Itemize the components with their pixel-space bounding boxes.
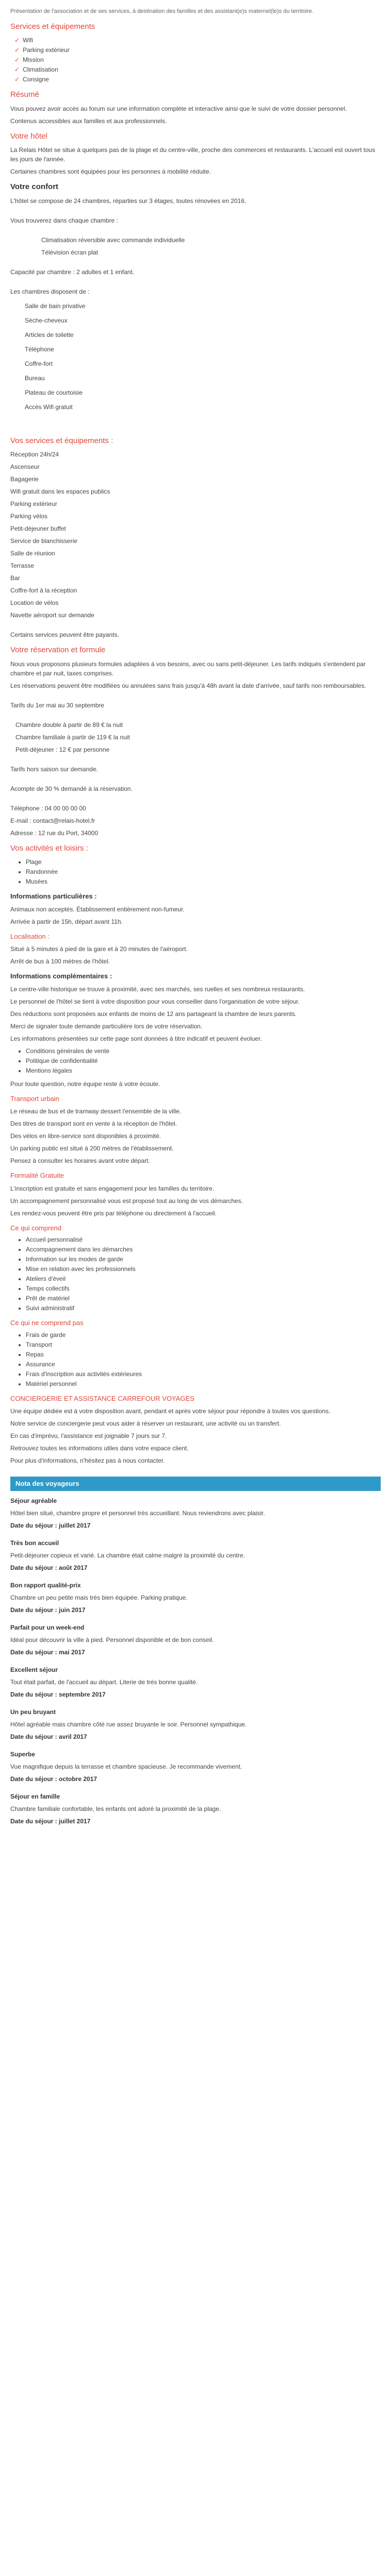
transport-text: Des vélos en libre-service sont disponibles à proximité. bbox=[10, 1132, 161, 1140]
list-item: Parking extérieur bbox=[10, 500, 57, 507]
services-title: Services et équipements bbox=[10, 22, 95, 31]
list-item: ✓ Consigne bbox=[14, 75, 381, 84]
transport-title: Transport urbain bbox=[10, 1094, 59, 1103]
infos2-list bbox=[10, 1046, 381, 1075]
list-item: • Mise en relation avec les professionnels bbox=[26, 1264, 381, 1274]
amenities-list bbox=[10, 301, 381, 412]
news-title: Séjour agréable bbox=[10, 1497, 57, 1504]
list-item bbox=[10, 1496, 381, 1530]
resume-title: Résumé bbox=[10, 90, 39, 99]
infos2-text: Le personnel de l'hôtel se tient à votre disposition pour vous conseiller dans l'organisation de votre séjour. bbox=[10, 997, 300, 1005]
news-title: Excellent séjour bbox=[10, 1666, 58, 1673]
confort-line: Climatisation réversible avec commande individuelle bbox=[41, 236, 185, 244]
reservation-line: Petit-déjeuner : 12 € par personne bbox=[15, 745, 110, 753]
list-item: Salle de réunion bbox=[10, 550, 55, 557]
list-item: • Accompagnement dans les démarches bbox=[26, 1245, 381, 1254]
list-item: Plateau de courtoisie bbox=[25, 388, 83, 396]
conciergerie-title: CONCIERGERIE ET ASSISTANCE CARREFOUR VOYAGES bbox=[10, 1394, 194, 1402]
list-item: • Matériel personnel bbox=[26, 1379, 381, 1388]
formalite-text: L'inscription est gratuite et sans engagement pour les familles du territoire. bbox=[10, 1184, 215, 1192]
news-date: Date du séjour : avril 2017 bbox=[10, 1733, 87, 1740]
list-item bbox=[10, 1623, 381, 1657]
list-item: Bagagerie bbox=[10, 476, 39, 483]
conciergerie-text: Une équipe dédiée est à votre disposition avant, pendant et après votre séjour pour répondre à toutes vos questions. bbox=[10, 1408, 331, 1415]
list-item bbox=[10, 1581, 381, 1615]
conciergerie-text: Retrouvez toutes les informations utiles dans votre espace client. bbox=[10, 1445, 189, 1452]
news-date: Date du séjour : juillet 2017 bbox=[10, 1521, 91, 1529]
confort-line: Télévision écran plat bbox=[41, 248, 99, 256]
list-item: • Frais d'inscription aux activités extérieures bbox=[26, 1369, 381, 1379]
activites-title: Vos activités et loisirs : bbox=[10, 843, 88, 853]
activites-list bbox=[10, 857, 381, 886]
contact-line: Téléphone : 04 00 00 00 00 bbox=[10, 804, 86, 812]
cequi-list bbox=[10, 1235, 381, 1313]
list-item: Coffre-fort bbox=[25, 360, 53, 367]
list-item: Bureau bbox=[25, 374, 45, 382]
reservation-line: Tarifs du 1er mai au 30 septembre bbox=[10, 701, 105, 709]
list-item: • Information sur les modes de garde bbox=[26, 1255, 381, 1264]
list-item: Service de blanchisserie bbox=[10, 537, 78, 545]
intro-text: Présentation de l'association et de ses services, à destination des familles et des assistant(e)s maternel(le)s du territoire. bbox=[10, 8, 314, 14]
news-date: Date du séjour : septembre 2017 bbox=[10, 1690, 106, 1698]
list-item: Sèche-cheveux bbox=[25, 316, 68, 324]
list-item: Parking vélos bbox=[10, 513, 48, 520]
news-date: Date du séjour : août 2017 bbox=[10, 1564, 88, 1571]
list-item bbox=[10, 1538, 381, 1572]
list-item: • Transport bbox=[26, 1340, 381, 1349]
contact-line: Adresse : 12 rue du Port, 34000 bbox=[10, 829, 99, 837]
list-item: Petit-déjeuner buffet bbox=[10, 525, 66, 532]
news-body: Chambre un peu petite mais très bien équipée. Parking pratique. bbox=[10, 1594, 188, 1601]
list-item: ✓ Parking extérieur bbox=[14, 45, 381, 55]
infos2-text: Le centre-ville historique se trouve à proximité, avec ses marchés, ses ruelles et ses nombreux restaurants. bbox=[10, 985, 305, 993]
list-item: Réception 24h/24 bbox=[10, 451, 59, 458]
list-item: • Randonnée bbox=[26, 867, 381, 876]
transport-text: Un parking public est situé à 200 mètres de l'établissement. bbox=[10, 1145, 174, 1152]
transport-text: Le réseau de bus et de tramway dessert l'ensemble de la ville. bbox=[10, 1108, 182, 1115]
confort-text: L'hôtel se compose de 24 chambres, réparties sur 3 étages, toutes rénovées en 2016. bbox=[10, 197, 247, 205]
formalite-text: Un accompagnement personnalisé vous est proposé tout au long de vos démarches. bbox=[10, 1197, 243, 1205]
infos2-text: Des réductions sont proposées aux enfants de moins de 12 ans partageant la chambre de leurs parents. bbox=[10, 1010, 297, 1018]
confort-text: Capacité par chambre : 2 adultes et 1 enfant. bbox=[10, 268, 135, 276]
infos2-text: Les informations présentées sur cette page sont données à titre indicatif et peuvent évoluer. bbox=[10, 1035, 262, 1042]
localisation-text: Arrêt de bus à 100 mètres de l'hôtel. bbox=[10, 958, 110, 965]
list-item: Terrasse bbox=[10, 562, 35, 569]
list-item: Salle de bain privative bbox=[25, 302, 86, 310]
cequi-title: Ce qui comprend bbox=[10, 1224, 61, 1232]
list-item bbox=[10, 1665, 381, 1699]
list-item: ✓ Mission bbox=[14, 55, 381, 64]
conciergerie-text: En cas d'imprévu, l'assistance est joignable 7 jours sur 7. bbox=[10, 1432, 167, 1439]
resume-text: Contenus accessibles aux familles et aux professionnels. bbox=[10, 117, 167, 125]
list-item: • Plage bbox=[26, 857, 381, 867]
reservation-text: Les réservations peuvent être modifiées ou annulées sans frais jusqu'à 48h avant la date d'arrivée, sauf tarifs non remboursables. bbox=[10, 682, 366, 689]
list-item: ✓ Climatisation bbox=[14, 65, 381, 74]
news-date: Date du séjour : juin 2017 bbox=[10, 1606, 86, 1614]
news-title: Très bon accueil bbox=[10, 1539, 59, 1547]
news-date: Date du séjour : juillet 2017 bbox=[10, 1817, 91, 1825]
list-item: ✓ Wifi bbox=[14, 36, 381, 45]
infos2-title: Informations complémentaires : bbox=[10, 972, 112, 980]
list-item: • Accueil personnalisé bbox=[26, 1235, 381, 1244]
formalite-text: Les rendez-vous peuvent être pris par téléphone ou directement à l'accueil. bbox=[10, 1209, 217, 1217]
localisation-title: Localisation : bbox=[10, 932, 50, 940]
reservation-text: Tarifs hors saison sur demande. bbox=[10, 765, 99, 773]
list-item: Coffre-fort à la réception bbox=[10, 587, 77, 594]
transport-text: Pensez à consulter les horaires avant votre départ. bbox=[10, 1157, 150, 1164]
reservation-text: Acompte de 30 % demandé à la réservation. bbox=[10, 785, 133, 792]
reservation-text: Nous vous proposons plusieurs formules adaptées à vos besoins, avec ou sans petit-déjeuner. Les tarifs indiqués s'entendent par chambre et par nuit, taxes comprises. bbox=[10, 660, 366, 677]
reservation-line: Chambre double à partir de 89 € la nuit bbox=[15, 721, 123, 728]
infos2-text: Merci de signaler toute demande particulière lors de votre réservation. bbox=[10, 1022, 203, 1030]
news-body: Tout était parfait, de l'accueil au départ. Literie de très bonne qualité. bbox=[10, 1678, 198, 1686]
list-item: • Temps collectifs bbox=[26, 1284, 381, 1293]
news-body: Hôtel agréable mais chambre côté rue assez bruyante le soir. Personnel sympathique. bbox=[10, 1720, 247, 1728]
list-item: • Repas bbox=[26, 1350, 381, 1359]
confort-text: Les chambres disposent de : bbox=[10, 287, 90, 295]
reservation-line: Chambre familiale à partir de 119 € la nuit bbox=[15, 733, 130, 741]
list-item: • Suivi administratif bbox=[26, 1303, 381, 1313]
transport-text: Des titres de transport sont en vente à la réception de l'hôtel. bbox=[10, 1120, 177, 1127]
news-title: Un peu bruyant bbox=[10, 1708, 56, 1716]
services2-note: Certains services peuvent être payants. bbox=[10, 631, 119, 638]
cequipas-list bbox=[10, 1330, 381, 1388]
hotel-title: Votre hôtel bbox=[10, 131, 47, 141]
confort-title: Votre confort bbox=[10, 182, 59, 191]
formalite-title: Formalité Gratuite bbox=[10, 1172, 64, 1179]
localisation-text: Situé à 5 minutes à pied de la gare et à 20 minutes de l'aéroport. bbox=[10, 945, 188, 953]
hotel-text: La Relais Hôtel se situe à quelques pas de la plage et du centre-ville, proche des commerces et restaurants. L'accueil est ouvert tous les jours de l'année. bbox=[10, 146, 376, 163]
services-list bbox=[10, 36, 381, 84]
reservation-title: Votre réservation et formule bbox=[10, 646, 106, 654]
infos2-text: Pour toute question, notre équipe reste à votre écoute. bbox=[10, 1080, 160, 1088]
infos-text: Animaux non acceptés. Établissement entièrement non-fumeur. bbox=[10, 905, 185, 913]
cequipas-title: Ce qui ne comprend pas bbox=[10, 1319, 84, 1327]
list-item[interactable]: • Politique de confidentialité bbox=[26, 1056, 381, 1065]
services2-title: Vos services et équipements : bbox=[10, 436, 113, 445]
list-item bbox=[10, 1792, 381, 1826]
infos-title: Informations particulières : bbox=[10, 892, 97, 900]
news-body: Idéal pour découvrir la ville à pied. Personnel disponible et de bon conseil. bbox=[10, 1636, 214, 1643]
news-body: Hôtel bien situé, chambre propre et personnel très accueillant. Nous reviendrons avec plaisir. bbox=[10, 1509, 265, 1517]
list-item bbox=[10, 1707, 381, 1741]
news-title: Séjour en famille bbox=[10, 1792, 60, 1800]
news-title: Bon rapport qualité-prix bbox=[10, 1581, 81, 1589]
news-title: Parfait pour un week-end bbox=[10, 1623, 85, 1631]
news-title: Superbe bbox=[10, 1750, 36, 1758]
conciergerie-text: Notre service de conciergerie peut vous aider à réserver un restaurant, une activité ou un transfert. bbox=[10, 1420, 281, 1427]
resume-text: Vous pouvez avoir accès au forum sur une information complète et interactive ainsi que le suivi de votre dossier personnel. bbox=[10, 105, 347, 112]
list-item: Location de vélos bbox=[10, 599, 59, 606]
contact-line: E-mail : contact@relais-hotel.fr bbox=[10, 817, 95, 824]
news-header: Nota des voyageurs bbox=[10, 1477, 381, 1491]
news-body: Vue magnifique depuis la terrasse et chambre spacieuse. Je recommande vivement. bbox=[10, 1762, 242, 1770]
infos-text: Arrivée à partir de 15h, départ avant 11h. bbox=[10, 918, 123, 925]
news-date: Date du séjour : mai 2017 bbox=[10, 1648, 85, 1656]
list-item: Wifi gratuit dans les espaces publics bbox=[10, 488, 110, 495]
list-item: • Frais de garde bbox=[26, 1330, 381, 1340]
list-item: Articles de toilette bbox=[25, 331, 74, 338]
list-item: Ascenseur bbox=[10, 463, 40, 470]
news-body: Petit-déjeuner copieux et varié. La chambre était calme malgré la proximité du centre. bbox=[10, 1551, 245, 1559]
list-item: • Prêt de matériel bbox=[26, 1294, 381, 1303]
list-item[interactable]: • Conditions générales de vente bbox=[26, 1046, 381, 1056]
list-item: • Assurance bbox=[26, 1360, 381, 1369]
hotel-text: Certaines chambres sont équipées pour les personnes à mobilité réduite. bbox=[10, 168, 211, 175]
list-item: • Musées bbox=[26, 877, 381, 886]
list-item: Accès Wifi gratuit bbox=[25, 403, 73, 411]
list-item: Bar bbox=[10, 574, 20, 582]
list-item[interactable]: • Mentions légales bbox=[26, 1066, 381, 1075]
conciergerie-text: Pour plus d'informations, n'hésitez pas à nous contacter. bbox=[10, 1457, 165, 1464]
news-body: Chambre familiale confortable, les enfants ont adoré la proximité de la plage. bbox=[10, 1805, 221, 1812]
news-date: Date du séjour : octobre 2017 bbox=[10, 1775, 97, 1783]
list-item: Navette aéroport sur demande bbox=[10, 612, 94, 619]
services2-list bbox=[10, 450, 381, 620]
list-item bbox=[10, 1750, 381, 1784]
list-item: • Ateliers d'éveil bbox=[26, 1274, 381, 1283]
confort-text: Vous trouverez dans chaque chambre : bbox=[10, 216, 118, 224]
list-item: Téléphone bbox=[25, 345, 54, 353]
